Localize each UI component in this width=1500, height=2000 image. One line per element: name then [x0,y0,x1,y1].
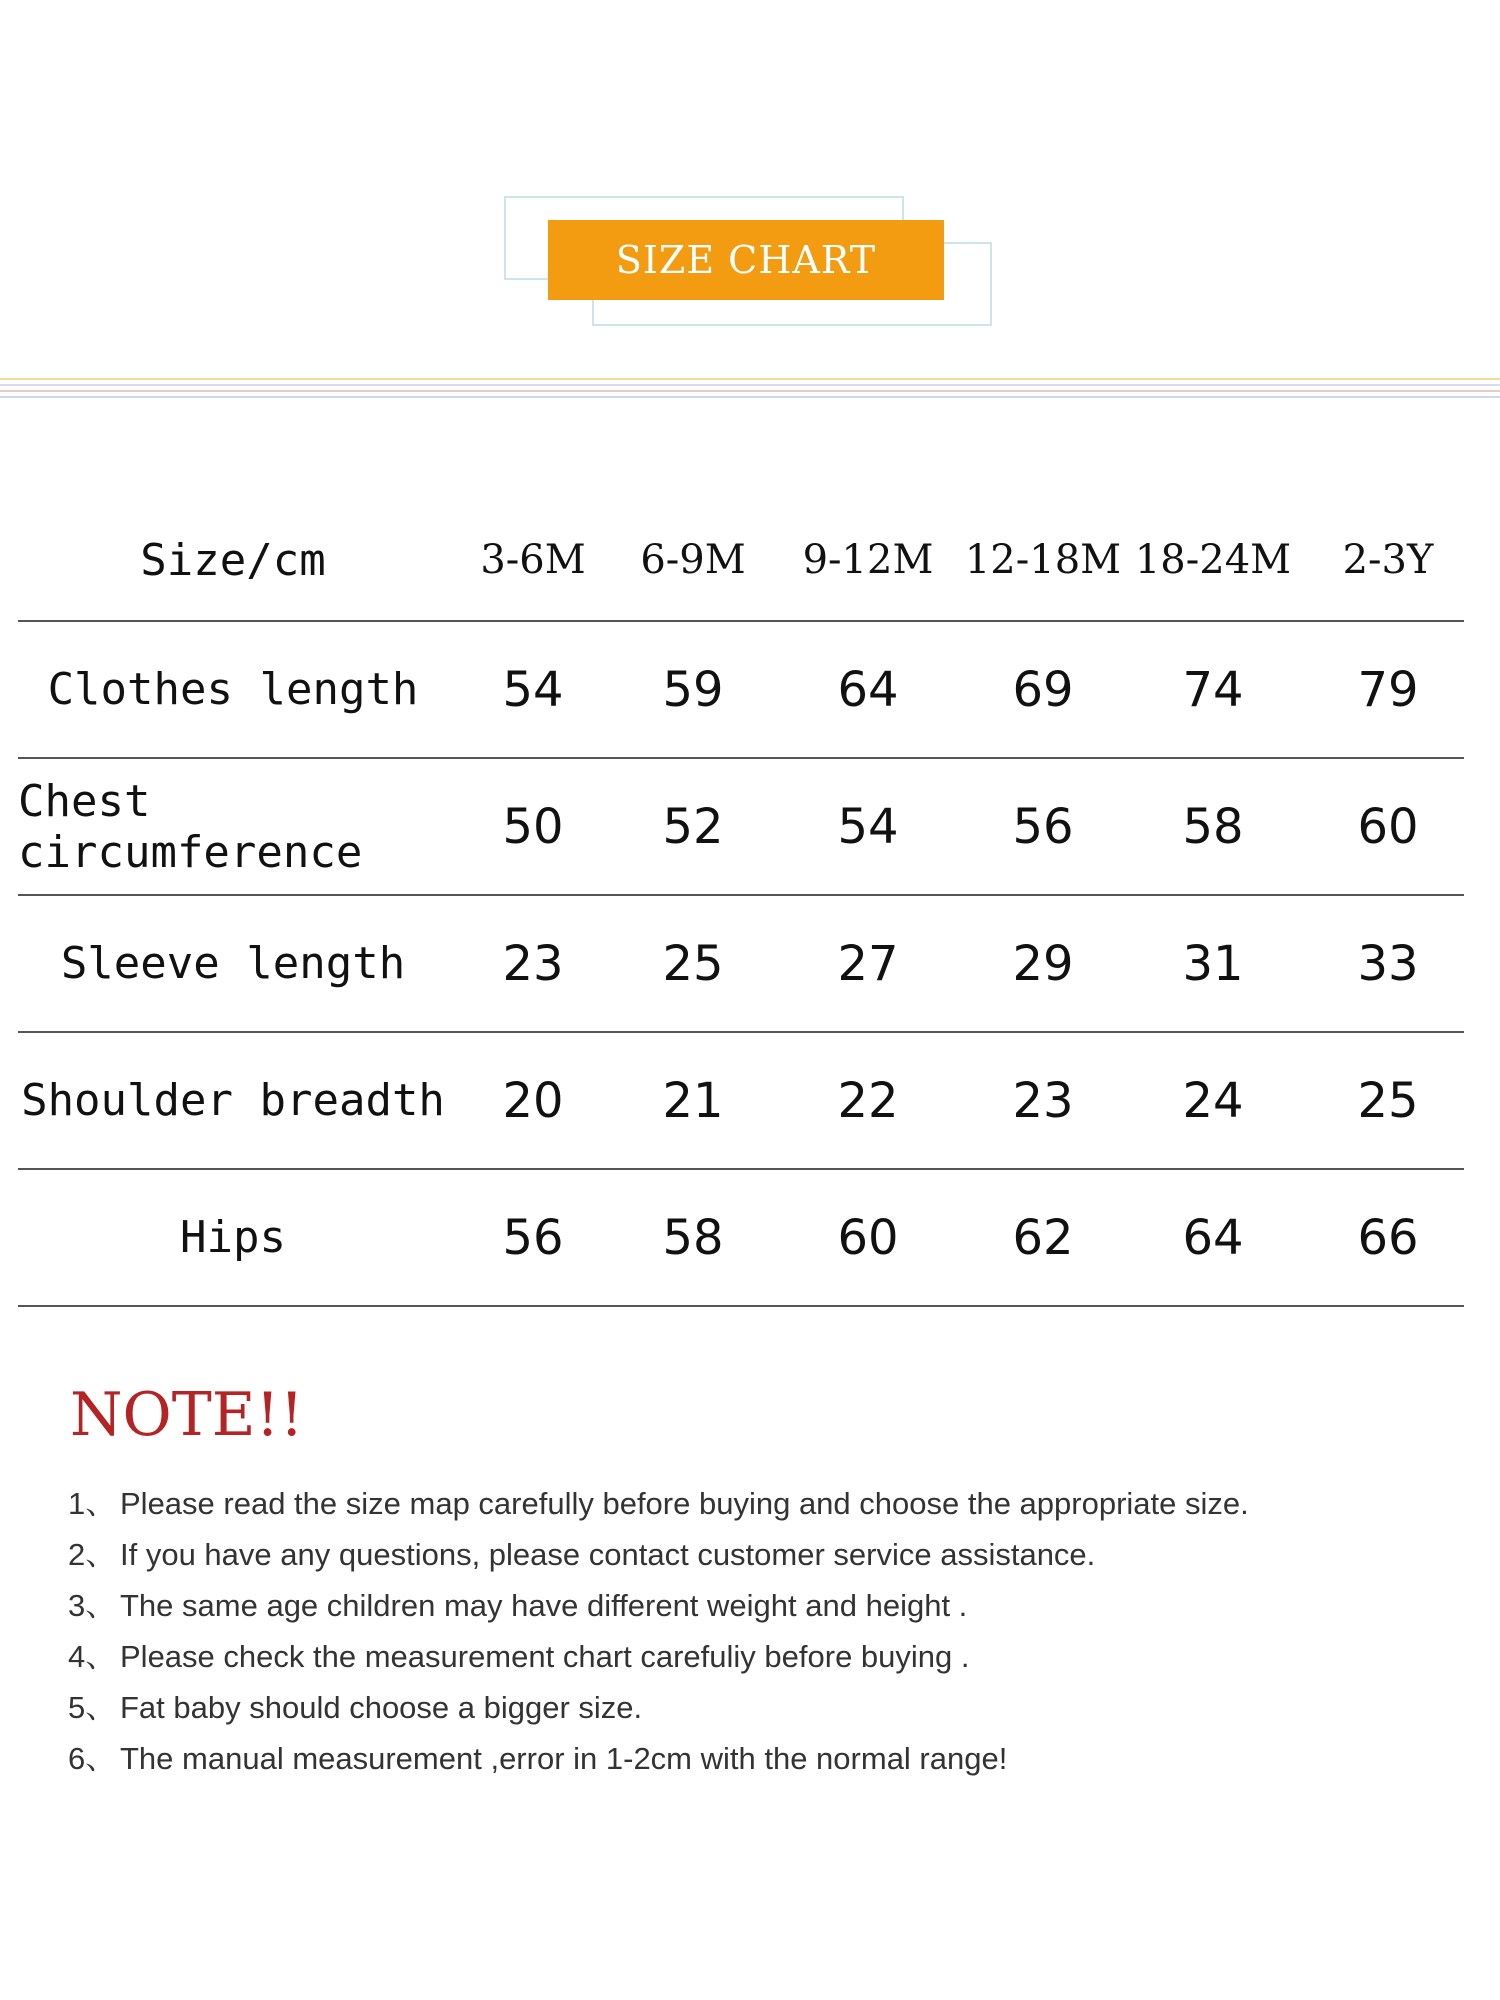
note-title: NOTE!! [70,1380,304,1450]
note-number: 4、 [68,1639,117,1674]
row-label: Chest circumference [18,775,363,878]
table-cell: 58 [662,1209,724,1266]
stripe [0,384,1500,386]
note-text: The same age children may have different weight and height . [120,1588,968,1623]
table-cell: 60 [837,1209,899,1266]
table-cell: 69 [1012,661,1074,718]
table-cell: 25 [1357,1072,1419,1129]
note-list [68,1478,1468,1784]
decorative-stripes [0,378,1500,402]
note-number: 1、 [68,1486,117,1521]
list-item [68,1733,1468,1784]
note-text: Please read the size map carefully before buying and choose the appropriate size. [120,1486,1249,1521]
size-chart-banner [504,196,992,328]
table-cell: 59 [662,661,724,718]
row-label: Sleeve length [60,938,406,989]
table-cell: 22 [837,1072,899,1129]
row-label: Shoulder breadth [21,1075,445,1126]
stripe [0,390,1500,392]
note-text: Please check the measurement chart carefuliy before buying . [120,1639,970,1674]
note-text: If you have any questions, please contact customer service assistance. [120,1537,1096,1572]
size-header: 9-12M [802,537,934,583]
list-item [68,1580,1468,1631]
table-row [18,1033,1464,1170]
table-row [18,896,1464,1033]
table-cell: 33 [1357,935,1419,992]
size-header: 3-6M [480,537,586,583]
note-number: 2、 [68,1537,117,1572]
list-item [68,1529,1468,1580]
row-label: Clothes length [47,664,419,715]
table-cell: 20 [502,1072,564,1129]
stripe [0,378,1500,380]
table-cell: 21 [662,1072,724,1129]
note-number: 5、 [68,1690,117,1725]
table-cell: 64 [837,661,899,718]
table-cell: 66 [1357,1209,1419,1266]
table-cell: 54 [502,661,564,718]
table-cell: 56 [1012,798,1074,855]
table-cell: 24 [1182,1072,1244,1129]
size-table [18,500,1464,1307]
table-cell: 25 [662,935,724,992]
size-header: 6-9M [640,537,746,583]
table-cell: 62 [1012,1209,1074,1266]
table-cell: 23 [502,935,564,992]
table-cell: 58 [1182,798,1244,855]
list-item [68,1631,1468,1682]
table-cell: 74 [1182,661,1244,718]
row-label: Hips [180,1212,286,1263]
table-cell: 27 [837,935,899,992]
table-cell: 52 [662,798,724,855]
table-cell: 50 [502,798,564,855]
note-number: 3、 [68,1588,117,1623]
table-cell: 29 [1012,935,1074,992]
list-item [68,1478,1468,1529]
banner-title: SIZE CHART [548,220,944,300]
header-label: Size/cm [140,534,326,586]
table-header-row [18,500,1464,622]
table-cell: 23 [1012,1072,1074,1129]
table-row [18,1170,1464,1307]
table-cell: 31 [1182,935,1244,992]
table-row [18,759,1464,896]
table-cell: 60 [1357,798,1419,855]
table-row [18,622,1464,759]
list-item [68,1682,1468,1733]
table-cell: 64 [1182,1209,1244,1266]
note-text: The manual measurement ,error in 1-2cm with the normal range! [120,1741,1008,1776]
size-header: 2-3Y [1342,537,1434,583]
table-cell: 56 [502,1209,564,1266]
note-text: Fat baby should choose a bigger size. [120,1690,643,1725]
note-number: 6、 [68,1741,117,1776]
table-cell: 54 [837,798,899,855]
size-header: 18-24M [1134,537,1292,583]
size-header: 12-18M [964,537,1122,583]
table-cell: 79 [1357,661,1419,718]
stripe [0,396,1500,398]
